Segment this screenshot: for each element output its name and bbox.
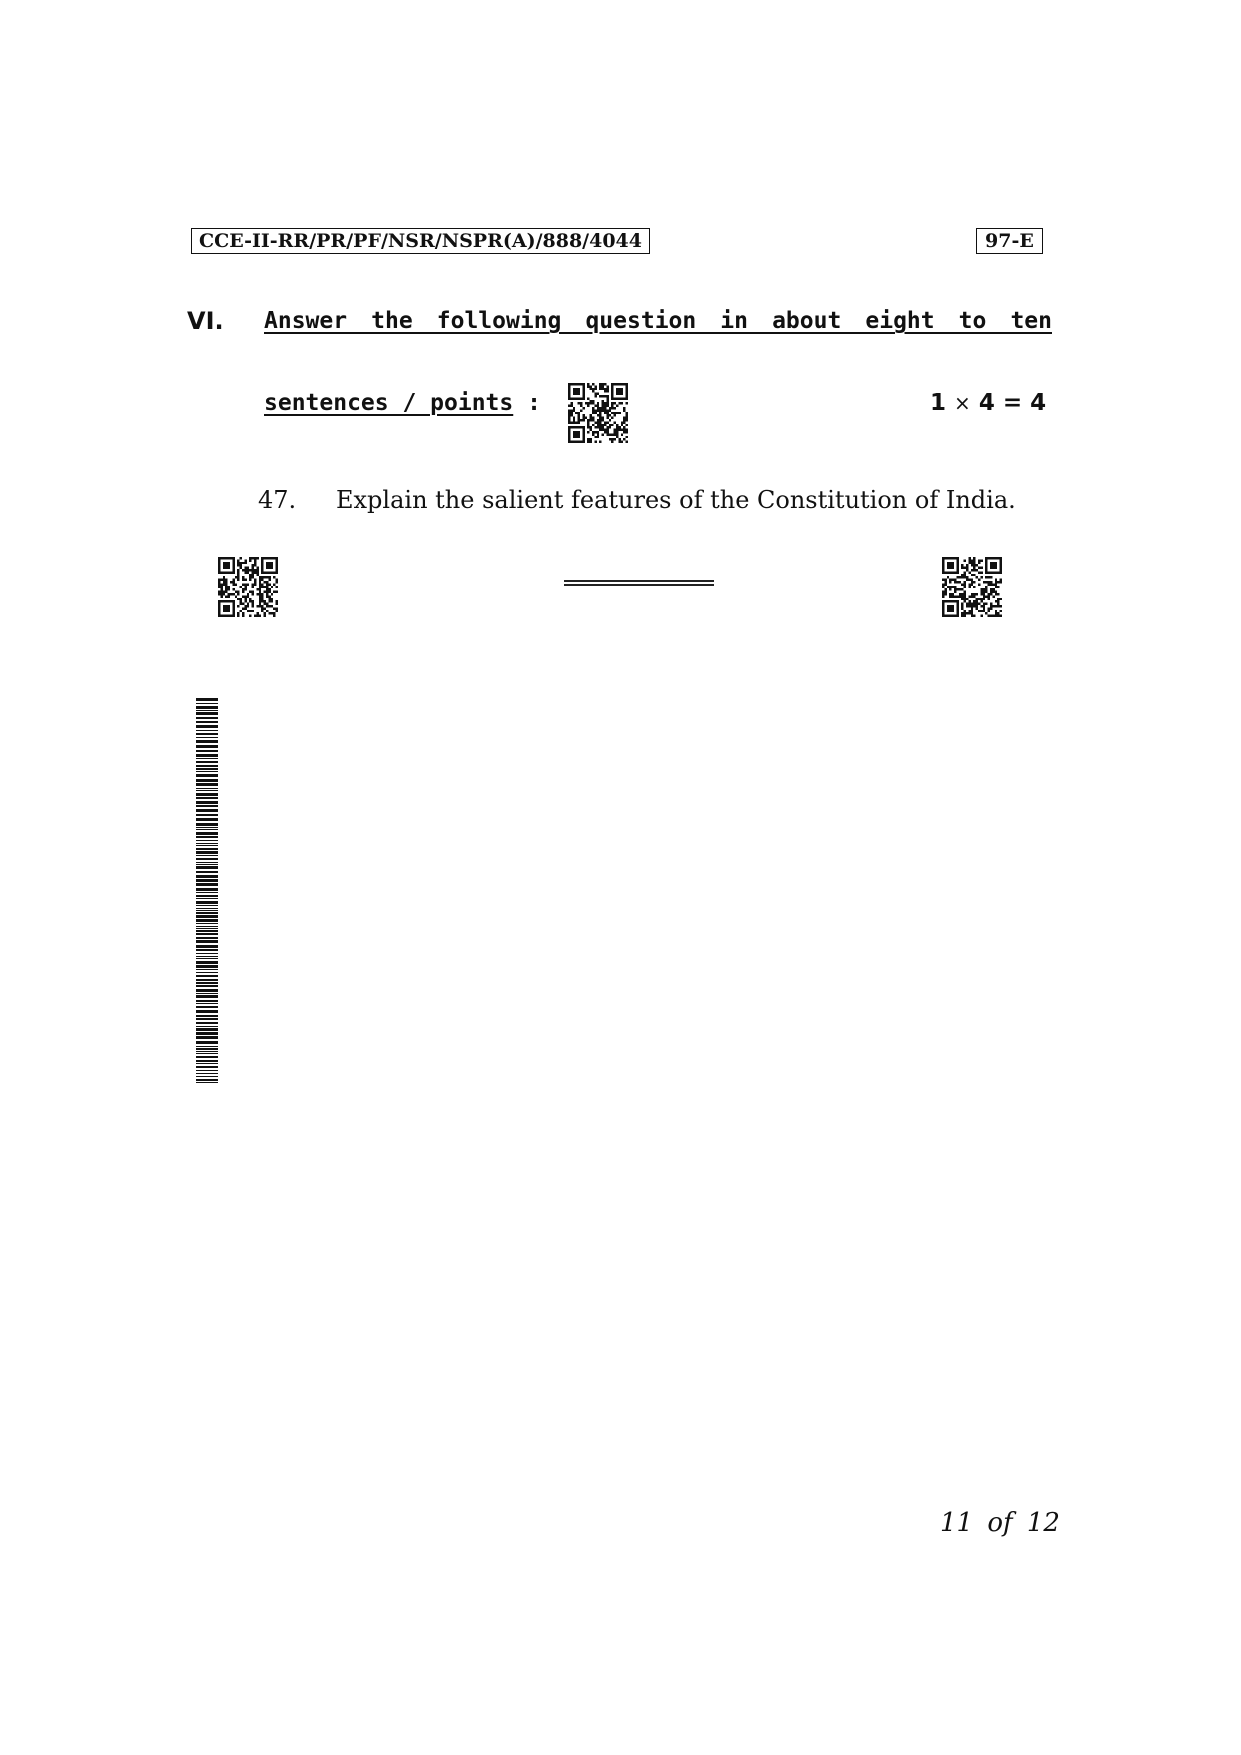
paper-code-box xyxy=(976,228,1043,254)
qr-code-icon xyxy=(942,556,1002,618)
end-of-questions-rule xyxy=(564,580,714,586)
page-number: 11 of 12 xyxy=(940,1508,1060,1538)
question-text: Explain the salient features of the Constitution of India. xyxy=(336,486,1016,514)
marks-total: 4 = 4 xyxy=(978,390,1047,416)
instruction-line2-text: sentences / points xyxy=(264,390,514,416)
instruction-colon: : xyxy=(527,390,541,416)
marks-times: × xyxy=(954,391,971,415)
question-number: 47. xyxy=(258,486,297,514)
marks-count: 1 xyxy=(930,390,947,416)
qr-code-icon xyxy=(218,556,278,618)
section-number: VI. xyxy=(187,307,224,335)
qr-code-icon xyxy=(568,382,628,444)
exam-code: CCE-II-RR/PR/PF/NSR/NSPR(A)/888/4044 xyxy=(199,230,643,252)
section-instruction-line2 xyxy=(264,387,541,419)
exam-code-box xyxy=(191,228,650,254)
section-instruction-line1: Answer the following question in about eight to ten xyxy=(264,308,1052,334)
paper-code: 97-E xyxy=(985,230,1034,252)
barcode-icon xyxy=(196,698,218,1084)
marks-allocation xyxy=(930,387,1046,419)
